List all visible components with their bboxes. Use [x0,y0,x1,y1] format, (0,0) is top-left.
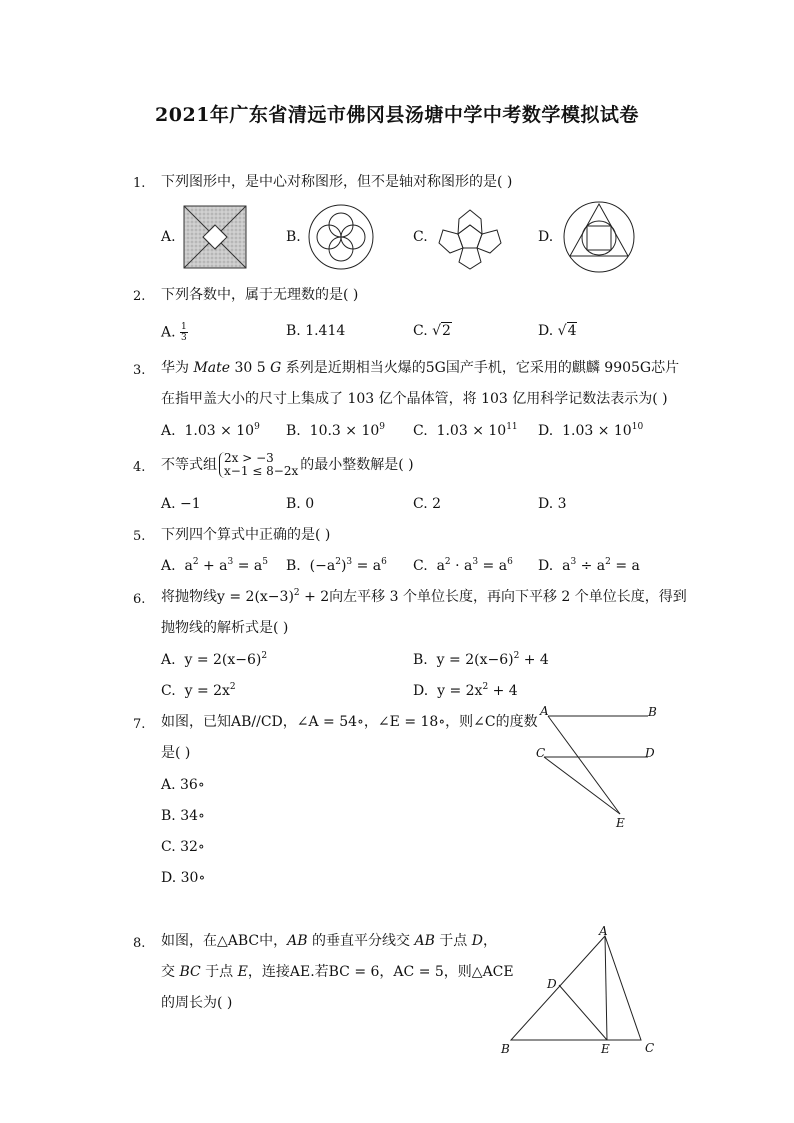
q4-text [161,452,414,478]
q3-option-a-exp: 9 [254,422,260,432]
q4-inequality-2: x−1 ≤ 8−2x [224,464,299,478]
q1-number: 1. [133,176,146,191]
q5-option-d-label: D. [538,558,554,574]
q6-option-c-pre: y = 2x [184,683,230,699]
q8-line-de [559,985,607,1040]
q6-option-b-post: + 4 [519,652,549,668]
q5-number: 5. [133,529,146,544]
q1-option-c-label: C. [413,229,428,245]
q3-option-b-base: 10.3 × 10 [309,423,380,439]
q6-line-1 [161,587,687,607]
q6-option-a-pre: y = 2(x−6) [184,652,262,668]
q2-option-d-radicand: 4 [567,323,577,339]
q7-label-c: C [536,746,546,760]
q8-line-1-ab2: AB [414,933,435,949]
q6-option-d-label: D. [413,683,429,699]
q5-option-c-label: C. [413,558,428,574]
q6-option-b [413,652,549,668]
q6-option-b-pre: y = 2(x−6) [436,652,514,668]
q8-line-2-b: 于点 [200,964,238,980]
q6-option-c-exp: 2 [229,682,236,692]
q3-line-1-mate: Mate [193,360,231,376]
q8-label-e: E [601,1042,610,1056]
q4-inequality-1: 2x > −3 [224,451,274,465]
q3-option-a [161,423,260,439]
q1-option-b-figure [307,203,375,271]
q7-label-d: D [645,746,655,760]
q3-line-1-g: G [270,360,282,376]
q5-option-b-label: B. [286,558,301,574]
q4-option-b: B. 0 [286,496,315,512]
q1-option-c-figure [434,203,506,271]
q3-option-b [286,423,385,439]
q4-option-c: C. 2 [413,496,442,512]
q3-option-d [538,423,643,439]
q7-label-b: B [648,705,657,719]
q2-option-a [161,322,188,343]
q8-label-a: A [599,924,608,938]
q2-option-a-label: A. [161,324,176,341]
q2-option-c-radicand: 2 [442,323,451,339]
page-title: 2021年广东省清远市佛冈县汤塘中学中考数学模拟试卷 [155,104,639,126]
q2-option-c-label: C. [413,323,428,339]
q3-option-c [413,423,518,439]
q6-option-d-post: + 4 [488,683,518,699]
q2-fraction-denominator: 3 [181,333,187,343]
q8-label-b: B [501,1042,510,1056]
q6-number: 6. [133,592,146,607]
q3-option-c-label: C. [413,423,428,439]
q6-line-1-pre: 将抛物线y = 2(x−3) [161,589,294,605]
q8-line-2-bc: BC [179,964,201,980]
q3-line-1-num: 30 5 [230,360,271,376]
q3-line-1 [161,358,679,378]
q3-option-c-exp: 11 [506,422,518,432]
q4-text-post: 的最小整数解是( ) [300,457,414,473]
q7-line-2: 是( ) [161,745,191,761]
q6-option-a-label: A. [161,652,176,668]
q3-option-d-exp: 10 [631,422,644,432]
q2-option-d-sqrt: √4 [557,323,577,339]
q5-option-b: B. $(-a^2)^3 = a^6$ [286,557,387,574]
q3-option-b-exp: 9 [379,422,386,432]
q4-number: 4. [133,460,146,475]
q6-option-c-label: C. [161,683,176,699]
q8-line-3: 的周长为( ) [161,995,233,1011]
q8-line-2-a: 交 [161,964,180,980]
q1-option-d-figure [562,200,636,274]
q7-line-ae [548,716,620,814]
q8-line-2 [161,962,514,982]
q3-number: 3. [133,363,146,378]
q1-option-d-label: D. [538,229,554,245]
q4-option-d: D. 3 [538,496,567,512]
q1-option-a-figure [183,205,247,269]
q2-number: 2. [133,289,146,304]
q7-label-e: E [616,816,625,830]
q2-fraction [180,322,188,343]
q8-line-1-ab: AB [287,933,308,949]
q2-option-d-label: D. [538,323,554,339]
q1-option-a-label: A. [161,229,176,245]
q4-option-a: A. −1 [161,496,201,512]
q6-option-b-exp: 2 [513,651,520,661]
q7-line-1: 如图，已知AB//CD，∠A = 54∘，∠E = 18∘，则∠C的度数 [161,714,538,730]
q3-option-b-label: B. [286,423,301,439]
q4-inequality-system [219,452,298,478]
q8-line-1 [161,931,497,951]
q7-option-d: D. 30∘ [161,870,206,886]
q3-line-1-post: 系列是近期相当火爆的5G国产手机，它采用的麒麟 9905G芯片 [281,360,680,376]
q6-option-b-label: B. [413,652,428,668]
q6-line-1-post: + 2向左平移 3 个单位长度，再向下平移 2 个单位长度，得到 [299,589,687,605]
q8-line-ae [605,936,607,1040]
q8-line-1-b: 的垂直平分线交 [307,933,415,949]
q8-line-1-d: D [471,933,483,949]
q8-line-1-a: 如图，在△ABC中， [161,933,288,949]
q7-option-b: B. 34∘ [161,808,205,824]
q2-text: 下列各数中，属于无理数的是( ) [161,287,359,303]
q2-option-c [413,323,452,339]
q8-line-1-e: ， [483,933,497,949]
q4-text-pre: 不等式组 [161,457,217,473]
q6-option-d [413,683,518,699]
q3-option-a-base: 1.03 × 10 [184,423,255,439]
q3-option-c-base: 1.03 × 10 [436,423,507,439]
q6-option-c [161,683,236,699]
q6-option-d-exp: 2 [482,682,489,692]
q2-fraction-numerator: 1 [181,322,187,332]
q7-label-a: A [540,704,549,718]
q8-label-c: C [645,1041,655,1055]
q2-option-c-sqrt: √2 [432,323,451,339]
q5-option-a: A. $a^2 + a^3 = a^5$ [161,557,268,574]
q7-option-a: A. 36∘ [161,777,205,793]
q8-line-1-c: 于点 [434,933,472,949]
q6-line-1-exp: 2 [293,588,300,598]
q7-number: 7. [133,717,146,732]
q8-triangle-abc [511,936,641,1040]
q7-option-c: C. 32∘ [161,839,205,855]
q8-label-d: D [547,977,557,991]
q8-line-2-e: E [237,964,248,980]
q7-figure [532,700,662,832]
q6-option-d-pre: y = 2x [437,683,483,699]
q7-line-ce [544,757,620,814]
q1-option-b-label: B. [286,229,301,245]
q6-line-2: 抛物线的解析式是( ) [161,620,289,636]
q1-text: 下列图形中，是中心对称图形，但不是轴对称图形的是( ) [161,174,513,190]
q6-option-a-exp: 2 [261,651,268,661]
q3-line-1-pre: 华为 [161,360,194,376]
q8-number: 8. [133,936,146,951]
q6-option-a [161,652,267,668]
q8-line-2-c: ，连接AE.若BC = 6，AC = 5，则△ACE [247,964,514,980]
q5-text: 下列四个算式中正确的是( ) [161,527,331,543]
q3-line-2: 在指甲盖大小的尺寸上集成了 103 亿个晶体管，将 103 亿用科学记数法表示为( ) [161,391,668,407]
q2-option-b: B. 1.414 [286,323,346,339]
q5-option-a-label: A. [161,558,176,574]
q8-figure [495,922,665,1060]
q3-option-d-label: D. [538,423,554,439]
q2-option-d [538,323,577,339]
q3-option-a-label: A. [161,423,176,439]
q5-option-c: C. $a^2 \cdot a^3 = a^6$ [413,557,513,574]
q5-option-d: D. $a^3 \div a^2 = a$ [538,557,640,574]
q3-option-d-base: 1.03 × 10 [562,423,632,439]
